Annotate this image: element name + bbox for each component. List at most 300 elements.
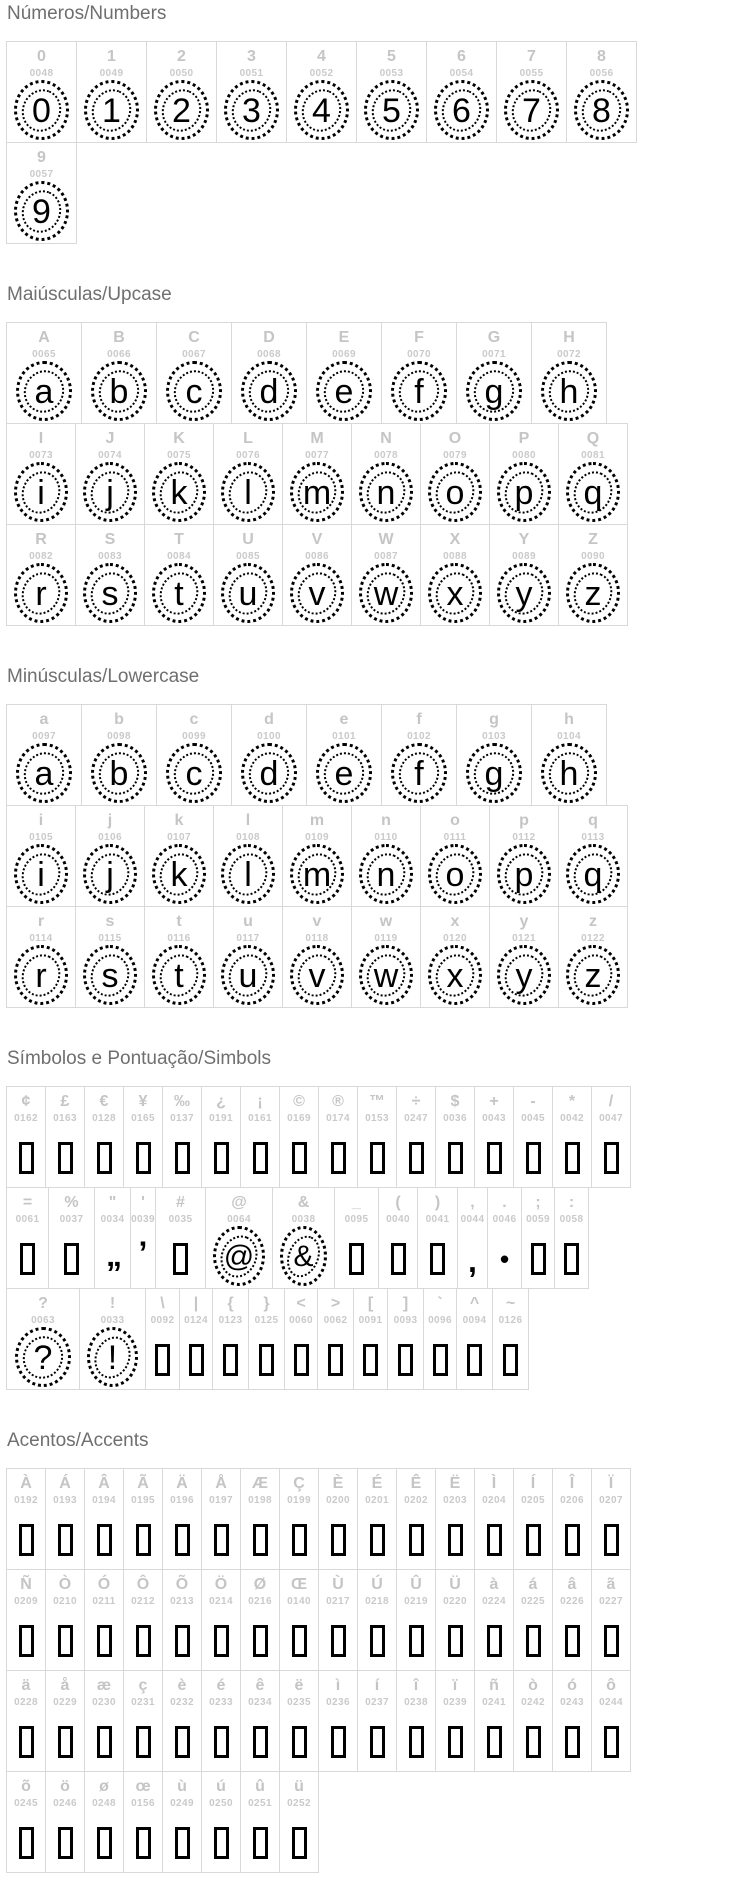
- cell-char-label: Ä: [176, 1475, 188, 1492]
- section-grid: [6, 322, 730, 626]
- glyph-cell: [378, 1187, 418, 1289]
- cell-unicode-code: 0204: [482, 1495, 506, 1506]
- cell-unicode-code: 0070: [407, 349, 431, 360]
- cell-glyph-area: [458, 1226, 487, 1288]
- cell-char-label: Î: [569, 1475, 575, 1492]
- missing-glyph-box-icon: [97, 1726, 112, 1758]
- glyph-cell: [201, 1086, 241, 1188]
- glyph-cell: [531, 704, 607, 806]
- dotted-glyph: [91, 363, 147, 421]
- cell-unicode-code: 0039: [131, 1214, 155, 1225]
- dotted-glyph: [152, 846, 206, 904]
- cell-glyph-area: [559, 945, 627, 1007]
- cell-glyph-area: [7, 361, 81, 423]
- cell-unicode-code: 0060: [289, 1315, 313, 1326]
- glyph-cell: [123, 1569, 163, 1671]
- cell-char-label: P: [518, 430, 530, 447]
- glyph-row: [6, 41, 730, 143]
- missing-glyph-box-icon: [448, 1142, 463, 1174]
- cell-glyph-area: [76, 945, 144, 1007]
- glyph-character: v: [308, 957, 326, 995]
- dotted-glyph: [16, 745, 72, 803]
- dotted-glyph: [391, 363, 447, 421]
- glyph-cell: [558, 805, 628, 907]
- glyph-character: i: [37, 856, 45, 894]
- cell-unicode-code: 0043: [482, 1113, 506, 1124]
- cell-char-label: d: [264, 711, 274, 728]
- glyph-cell: [76, 41, 147, 143]
- cell-unicode-code: 0119: [374, 933, 398, 944]
- cell-glyph-area: [397, 1507, 435, 1569]
- cell-glyph-area: [7, 80, 76, 142]
- cell-glyph-area: [147, 80, 216, 142]
- cell-glyph-area: [95, 1226, 130, 1288]
- glyph-cell: [6, 906, 76, 1008]
- glyph-row: [6, 906, 730, 1008]
- cell-char-label: Æ: [252, 1475, 268, 1492]
- cell-glyph-area: [457, 1327, 492, 1389]
- dotted-glyph: [294, 82, 349, 140]
- missing-glyph-box-icon: [136, 1827, 151, 1859]
- glyph-character: w: [373, 575, 399, 613]
- glyph-character: d: [259, 755, 279, 793]
- cell-unicode-code: 0044: [460, 1214, 485, 1225]
- dotted-glyph: [541, 745, 597, 803]
- glyph-character: z: [584, 575, 602, 613]
- cell-glyph-area: [319, 1507, 357, 1569]
- cell-char-label: ©: [293, 1093, 305, 1110]
- cell-glyph-area: [163, 1125, 201, 1187]
- cell-unicode-code: 0086: [305, 551, 329, 562]
- missing-glyph-box-icon: [604, 1524, 619, 1556]
- cell-unicode-code: 0033: [100, 1315, 125, 1326]
- section-title: Símbolos e Pontuação/Simbols: [7, 1048, 272, 1069]
- missing-glyph-box-icon: [526, 1726, 541, 1758]
- cell-glyph-area: [514, 1507, 552, 1569]
- missing-glyph-box-icon: [487, 1625, 502, 1657]
- cell-unicode-code: 0037: [59, 1214, 84, 1225]
- cell-char-label: 1: [107, 48, 116, 65]
- cell-unicode-code: 0248: [92, 1798, 116, 1809]
- glyph-character: o: [445, 474, 465, 512]
- cell-char-label: Õ: [175, 1576, 189, 1593]
- cell-unicode-code: 0089: [512, 551, 536, 562]
- dotted-glyph: [166, 745, 222, 803]
- glyph-row: [6, 1187, 730, 1289]
- cell-char-label: +: [489, 1093, 499, 1110]
- glyph-character: a: [34, 755, 54, 793]
- cell-char-label: ã: [606, 1576, 616, 1593]
- glyph-cell: [162, 1771, 202, 1873]
- cell-char-label: t: [176, 913, 182, 930]
- dotted-glyph: [428, 947, 482, 1005]
- cell-glyph-area: [421, 563, 489, 625]
- glyph-character: r: [35, 957, 47, 995]
- missing-glyph-box-icon: [526, 1524, 541, 1556]
- glyph-cell: [531, 322, 607, 424]
- glyph-character: x: [446, 957, 464, 995]
- dotted-glyph: [497, 846, 551, 904]
- cell-unicode-code: 0232: [170, 1697, 194, 1708]
- cell-char-label: B: [113, 329, 125, 346]
- dotted-glyph: [14, 846, 68, 904]
- glyph-cell: [474, 1086, 514, 1188]
- cell-glyph-area: [7, 743, 81, 805]
- glyph-cell: [396, 1670, 436, 1772]
- plain-glyph: ’: [138, 1235, 148, 1271]
- glyph-cell: [282, 524, 352, 626]
- missing-glyph-box-icon: [175, 1524, 190, 1556]
- dotted-glyph: [566, 846, 620, 904]
- cell-glyph-area: [319, 1709, 357, 1771]
- cell-char-label: ¿: [216, 1093, 226, 1110]
- cell-char-label: Ö: [214, 1576, 228, 1593]
- cell-unicode-code: 0069: [332, 349, 356, 360]
- cell-char-label: {: [227, 1295, 234, 1312]
- cell-char-label: O: [448, 430, 462, 447]
- glyph-cell: [426, 41, 497, 143]
- missing-glyph-box-icon: [214, 1524, 229, 1556]
- glyph-cell: [123, 1670, 163, 1772]
- glyph-cell: [279, 1771, 319, 1873]
- cell-char-label: ö: [60, 1778, 70, 1795]
- glyph-cell: [284, 1288, 318, 1390]
- cell-unicode-code: 0206: [560, 1495, 584, 1506]
- dotted-glyph: [83, 846, 137, 904]
- glyph-cell: [591, 1086, 631, 1188]
- cell-glyph-area: [7, 563, 75, 625]
- cell-unicode-code: 0192: [14, 1495, 38, 1506]
- cell-char-label: ;: [535, 1194, 541, 1211]
- cell-glyph-area: [214, 844, 282, 906]
- missing-glyph-box-icon: [409, 1726, 424, 1758]
- cell-unicode-code: 0098: [107, 731, 131, 742]
- cell-unicode-code: 0233: [209, 1697, 233, 1708]
- glyph-cell: [240, 1670, 280, 1772]
- cell-unicode-code: 0057: [29, 169, 54, 180]
- glyph-cell: [489, 524, 559, 626]
- glyph-cell: [552, 1670, 592, 1772]
- cell-glyph-area: [76, 563, 144, 625]
- cell-unicode-code: 0109: [305, 832, 329, 843]
- cell-glyph-area: [522, 1226, 554, 1288]
- glyph-character: d: [259, 373, 279, 411]
- glyph-cell: [6, 1468, 46, 1570]
- cell-glyph-area: [352, 563, 420, 625]
- cell-glyph-area: [388, 1327, 423, 1389]
- glyph-cell: [489, 805, 559, 907]
- dotted-glyph: [316, 745, 372, 803]
- glyph-row: [6, 1569, 730, 1671]
- cell-unicode-code: 0239: [443, 1697, 467, 1708]
- cell-unicode-code: 0075: [167, 450, 191, 461]
- cell-char-label: r: [37, 913, 45, 930]
- glyph-character: w: [373, 957, 399, 995]
- cell-char-label: 6: [457, 48, 466, 65]
- glyph-cell: [474, 1468, 514, 1570]
- cell-glyph-area: [475, 1709, 513, 1771]
- cell-glyph-area: [76, 844, 144, 906]
- cell-unicode-code: 0219: [404, 1596, 428, 1607]
- cell-glyph-area: [202, 1507, 240, 1569]
- missing-glyph-box-icon: [292, 1142, 307, 1174]
- cell-unicode-code: 0056: [589, 68, 614, 79]
- dotted-glyph: [14, 82, 69, 140]
- cell-char-label: 5: [387, 48, 396, 65]
- cell-unicode-code: 0217: [326, 1596, 350, 1607]
- glyph-character: t: [174, 575, 184, 613]
- charmap-section: [6, 1048, 730, 1390]
- cell-unicode-code: 0156: [131, 1798, 155, 1809]
- cell-unicode-code: 0067: [182, 349, 206, 360]
- missing-glyph-box-icon: [398, 1344, 413, 1376]
- cell-char-label: È: [332, 1475, 344, 1492]
- cell-char-label: I: [38, 430, 44, 447]
- cell-char-label: Ï: [608, 1475, 614, 1492]
- glyph-character: 4: [312, 92, 331, 130]
- glyph-cell: [456, 322, 532, 424]
- cell-char-label: ì: [335, 1677, 341, 1694]
- glyph-cell: [554, 1187, 589, 1289]
- cell-char-label: Ü: [449, 1576, 461, 1593]
- cell-char-label: ™: [369, 1093, 385, 1110]
- missing-glyph-box-icon: [391, 1243, 406, 1275]
- cell-char-label: ü: [294, 1778, 304, 1795]
- cell-char-label: õ: [21, 1778, 31, 1795]
- cell-unicode-code: 0090: [581, 551, 605, 562]
- cell-glyph-area: [7, 1810, 45, 1872]
- dotted-glyph: [541, 363, 597, 421]
- glyph-cell: [435, 1670, 475, 1772]
- cell-glyph-area: [124, 1507, 162, 1569]
- cell-glyph-area: [307, 361, 381, 423]
- glyph-cell: [552, 1468, 592, 1570]
- cell-unicode-code: 0194: [92, 1495, 116, 1506]
- cell-char-label: k: [174, 812, 184, 829]
- glyph-cell: [353, 1288, 388, 1390]
- missing-glyph-box-icon: [19, 1625, 34, 1657]
- cell-unicode-code: 0049: [99, 68, 124, 79]
- cell-unicode-code: 0068: [257, 349, 281, 360]
- cell-char-label: w: [379, 913, 393, 930]
- cell-glyph-area: [146, 1327, 179, 1389]
- glyph-character: s: [101, 575, 119, 613]
- cell-unicode-code: 0115: [98, 933, 122, 944]
- charmap-section: [6, 1430, 730, 1873]
- cell-glyph-area: [163, 1608, 201, 1670]
- glyph-cell: [282, 423, 352, 525]
- glyph-cell: [558, 524, 628, 626]
- glyph-cell: [6, 142, 77, 244]
- glyph-cell: [213, 805, 283, 907]
- dotted-glyph: [566, 947, 620, 1005]
- dotted-glyph: [83, 947, 137, 1005]
- dotted-glyph: [241, 745, 297, 803]
- glyph-cell: [75, 524, 145, 626]
- cell-unicode-code: 0137: [170, 1113, 194, 1124]
- glyph-cell: [162, 1468, 202, 1570]
- cell-char-label: Y: [518, 531, 530, 548]
- cell-char-label: É: [371, 1475, 383, 1492]
- cell-char-label: -: [530, 1093, 536, 1110]
- cell-unicode-code: 0250: [209, 1798, 233, 1809]
- missing-glyph-box-icon: [58, 1625, 73, 1657]
- glyph-cell: [317, 1288, 354, 1390]
- missing-glyph-box-icon: [136, 1524, 151, 1556]
- dotted-glyph: [391, 745, 447, 803]
- cell-char-label: Q: [586, 430, 600, 447]
- glyph-cell: [156, 322, 232, 424]
- dotted-glyph: [221, 565, 275, 623]
- cell-char-label: û: [255, 1778, 265, 1795]
- glyph-cell: [201, 1670, 241, 1772]
- cell-char-label: Ì: [491, 1475, 497, 1492]
- glyph-cell: [84, 1086, 124, 1188]
- cell-glyph-area: [145, 945, 213, 1007]
- glyph-row: [6, 1468, 730, 1570]
- cell-char-label: L: [243, 430, 253, 447]
- cell-unicode-code: 0108: [236, 832, 260, 843]
- dotted-glyph: [280, 1228, 327, 1286]
- cell-glyph-area: [46, 1608, 84, 1670]
- cell-glyph-area: [180, 1327, 212, 1389]
- glyph-character: x: [446, 575, 464, 613]
- cell-char-label: `: [437, 1295, 443, 1312]
- glyph-character: t: [174, 957, 184, 995]
- cell-char-label: Í: [530, 1475, 536, 1492]
- glyph-cell: [213, 906, 283, 1008]
- cell-char-label: Ù: [332, 1576, 344, 1593]
- glyph-cell: [417, 1187, 458, 1289]
- cell-unicode-code: 0237: [365, 1697, 389, 1708]
- cell-char-label: W: [378, 531, 394, 548]
- dotted-glyph: [166, 363, 222, 421]
- charmap-section: [6, 3, 730, 244]
- glyph-character: a: [34, 373, 54, 411]
- cell-glyph-area: [241, 1125, 279, 1187]
- missing-glyph-box-icon: [58, 1827, 73, 1859]
- glyph-character: l: [244, 474, 252, 512]
- glyph-cell: [435, 1569, 475, 1671]
- glyph-cell: [81, 322, 157, 424]
- glyph-row: [6, 322, 730, 424]
- cell-glyph-area: [249, 1327, 284, 1389]
- missing-glyph-box-icon: [604, 1142, 619, 1174]
- cell-unicode-code: 0106: [98, 832, 122, 843]
- missing-glyph-box-icon: [175, 1142, 190, 1174]
- glyph-character: m: [302, 474, 332, 512]
- glyph-character: p: [514, 856, 534, 894]
- cell-glyph-area: [379, 1226, 417, 1288]
- cell-char-label: ä: [21, 1677, 31, 1694]
- cell-unicode-code: 0103: [482, 731, 506, 742]
- cell-glyph-area: [382, 361, 456, 423]
- cell-glyph-area: [202, 1608, 240, 1670]
- cell-unicode-code: 0231: [131, 1697, 155, 1708]
- glyph-character: i: [37, 474, 45, 512]
- glyph-cell: [231, 322, 307, 424]
- cell-glyph-area: [145, 563, 213, 625]
- dotted-glyph: [434, 82, 489, 140]
- glyph-cell: [435, 1086, 475, 1188]
- missing-glyph-box-icon: [253, 1524, 268, 1556]
- glyph-cell: [6, 805, 76, 907]
- cell-glyph-area: [457, 361, 531, 423]
- cell-glyph-area: [241, 1608, 279, 1670]
- cell-unicode-code: 0097: [32, 731, 56, 742]
- plain-glyph: „: [106, 1237, 119, 1273]
- cell-unicode-code: 0169: [287, 1113, 311, 1124]
- cell-unicode-code: 0249: [170, 1798, 194, 1809]
- missing-glyph-box-icon: [214, 1726, 229, 1758]
- cell-glyph-area: [7, 844, 75, 906]
- cell-char-label: (: [395, 1194, 401, 1211]
- glyph-cell: [513, 1086, 553, 1188]
- cell-unicode-code: 0124: [184, 1315, 208, 1326]
- cell-char-label: î: [413, 1677, 419, 1694]
- cell-glyph-area: [202, 1125, 240, 1187]
- glyph-character: p: [514, 474, 534, 512]
- cell-unicode-code: 0225: [521, 1596, 545, 1607]
- missing-glyph-box-icon: [253, 1142, 268, 1174]
- cell-glyph-area: [7, 1226, 48, 1288]
- cell-glyph-area: [232, 361, 306, 423]
- glyph-cell: [357, 1569, 397, 1671]
- glyph-cell: [396, 1086, 436, 1188]
- cell-char-label: Ë: [449, 1475, 461, 1492]
- cell-glyph-area: [241, 1709, 279, 1771]
- cell-unicode-code: 0126: [498, 1315, 523, 1326]
- glyph-cell: [240, 1468, 280, 1570]
- cell-glyph-area: [124, 1608, 162, 1670]
- cell-unicode-code: 0063: [31, 1315, 55, 1326]
- cell-char-label: n: [381, 812, 391, 829]
- glyph-character: 8: [592, 92, 611, 130]
- glyph-cell: [496, 41, 567, 143]
- glyph-cell: [318, 1086, 358, 1188]
- cell-unicode-code: 0118: [305, 933, 329, 944]
- missing-glyph-box-icon: [253, 1827, 268, 1859]
- glyph-character: @: [223, 1240, 255, 1273]
- cell-unicode-code: 0120: [443, 933, 467, 944]
- missing-glyph-box-icon: [487, 1142, 502, 1174]
- cell-char-label: ï: [452, 1677, 458, 1694]
- cell-char-label: 8: [597, 48, 606, 65]
- cell-glyph-area: [553, 1125, 591, 1187]
- cell-glyph-area: [352, 945, 420, 1007]
- glyph-cell: [351, 805, 421, 907]
- glyph-cell: [357, 1468, 397, 1570]
- glyph-character: q: [583, 474, 603, 512]
- glyph-cell: [84, 1468, 124, 1570]
- glyph-character: z: [584, 957, 602, 995]
- dotted-glyph: [290, 565, 344, 623]
- cell-glyph-area: [421, 844, 489, 906]
- glyph-cell: [45, 1086, 85, 1188]
- glyph-row: [6, 524, 730, 626]
- cell-glyph-area: [555, 1226, 588, 1288]
- cell-glyph-area: [382, 743, 456, 805]
- dotted-glyph: [290, 947, 344, 1005]
- cell-char-label: %: [64, 1194, 79, 1211]
- missing-glyph-box-icon: [467, 1344, 482, 1376]
- cell-char-label: ^: [469, 1295, 480, 1312]
- cell-char-label: H: [563, 329, 575, 346]
- cell-unicode-code: 0077: [305, 450, 329, 461]
- cell-glyph-area: [280, 1507, 318, 1569]
- missing-glyph-box-icon: [409, 1625, 424, 1657]
- cell-unicode-code: 0245: [14, 1798, 38, 1809]
